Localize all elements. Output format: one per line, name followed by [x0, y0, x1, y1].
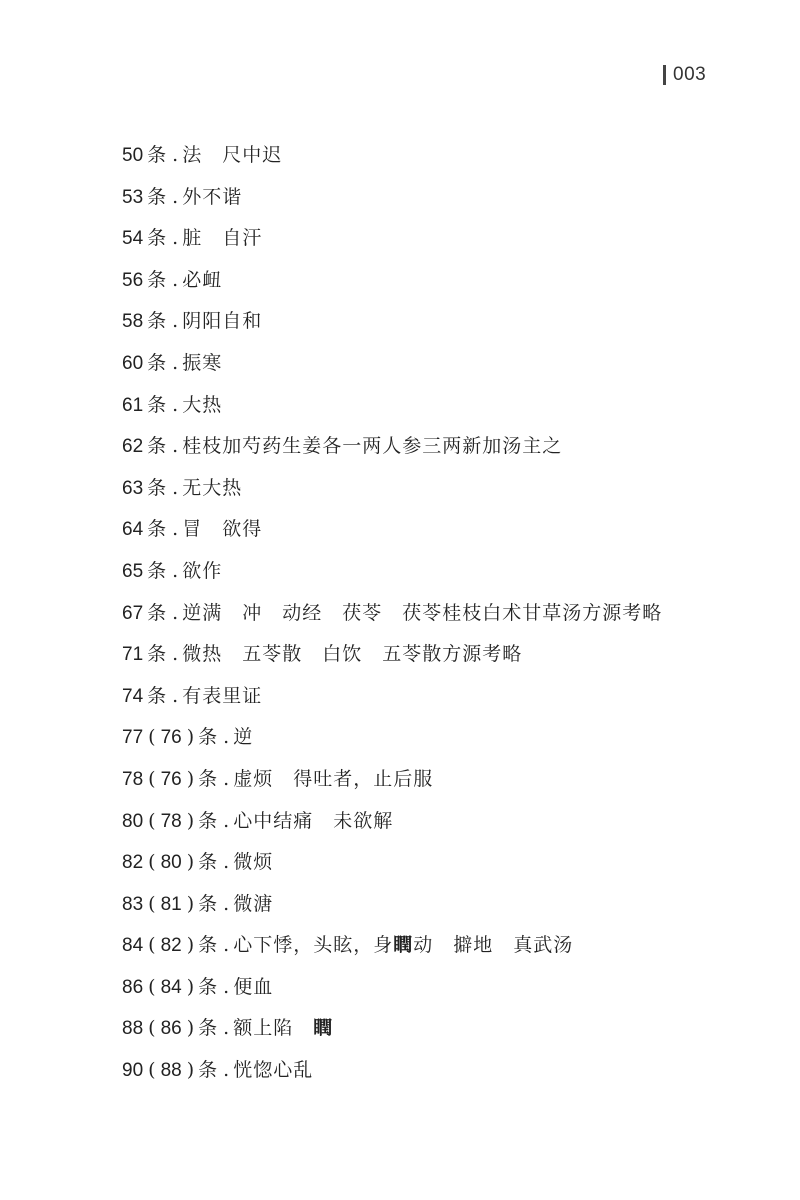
- entry-content: 振寒: [182, 351, 223, 374]
- entry-alt-number: 81: [160, 893, 182, 915]
- entry-number: 74: [122, 685, 144, 707]
- paren-close: ): [186, 1017, 195, 1040]
- tiao-label: 条: [147, 435, 167, 458]
- entry-number: 88: [122, 1018, 144, 1040]
- entry-content-bold: 瞤: [393, 934, 414, 957]
- entry-content: 法 尺中迟: [182, 144, 283, 166]
- list-item: [122, 844, 760, 886]
- entry-content: 心中结痛 未欲解: [233, 809, 394, 832]
- tiao-label: 条: [147, 351, 167, 374]
- list-item: [122, 387, 760, 429]
- list-item: [122, 719, 760, 761]
- entry-alt-number: 84: [160, 976, 182, 998]
- tiao-label: 条: [198, 975, 218, 998]
- list-item: [122, 636, 760, 678]
- list-item: [122, 179, 760, 221]
- paren-close: ): [186, 726, 195, 749]
- paren-open: (: [148, 726, 156, 749]
- tiao-label: 条: [147, 559, 167, 582]
- list-item: [122, 761, 760, 803]
- separator-dot: .: [172, 268, 179, 291]
- separator-dot: .: [172, 684, 179, 707]
- entry-number: 77: [122, 727, 144, 749]
- list-item: [122, 803, 760, 845]
- entry-content-post: 动 擗地 真武汤: [413, 934, 574, 957]
- tiao-label: 条: [147, 144, 167, 166]
- tiao-label: 条: [147, 684, 167, 707]
- entry-content: 脏 自汗: [182, 227, 263, 250]
- entry-alt-number: 80: [160, 852, 182, 874]
- entry-content: 逆: [233, 726, 254, 749]
- page-number: 003: [673, 64, 707, 85]
- entry-number: 64: [122, 519, 144, 541]
- separator-dot: .: [223, 851, 230, 874]
- tiao-label: 条: [147, 518, 167, 541]
- entry-number: 80: [122, 810, 144, 832]
- entry-number: 82: [122, 852, 144, 874]
- tiao-label: 条: [147, 476, 167, 499]
- list-item: [122, 927, 760, 969]
- entry-content: 便血: [233, 975, 274, 998]
- entry-list: [122, 137, 760, 1094]
- entry-content: 大热: [182, 393, 223, 416]
- entry-number: 62: [122, 436, 144, 458]
- tiao-label: 条: [147, 310, 167, 333]
- tiao-label: 条: [147, 185, 167, 208]
- entry-content: 桂枝加芍药生姜各一两人参三两新加汤主之: [182, 435, 563, 458]
- separator-dot: .: [172, 435, 179, 458]
- entry-number: 54: [122, 228, 144, 250]
- entry-content: 微溏: [233, 892, 274, 915]
- entry-content: 外不谐: [182, 185, 243, 208]
- entry-content: 逆满 冲 动经 茯苓 茯苓桂枝白术甘草汤方源考略: [182, 601, 663, 624]
- entry-content: 阴阳自和: [182, 310, 263, 333]
- entry-alt-number: 82: [160, 935, 182, 957]
- entry-number: 50: [122, 145, 144, 166]
- entry-alt-number: 76: [160, 727, 182, 749]
- paren-close: ): [186, 851, 195, 874]
- entry-number: 86: [122, 976, 144, 998]
- list-item: [122, 1010, 760, 1052]
- entry-number: 84: [122, 935, 144, 957]
- entry-number: 56: [122, 269, 144, 291]
- entry-content: 微热 五苓散 白饮 五苓散方源考略: [182, 643, 523, 666]
- paren-close: ): [186, 934, 195, 957]
- list-item: [122, 678, 760, 720]
- list-item: [122, 345, 760, 387]
- header-divider-bar: [663, 65, 666, 85]
- entry-number: 61: [122, 394, 144, 416]
- entry-number: 63: [122, 477, 144, 499]
- separator-dot: .: [223, 1059, 230, 1082]
- paren-close: ): [186, 809, 195, 832]
- tiao-label: 条: [198, 1059, 218, 1082]
- tiao-label: 条: [147, 227, 167, 250]
- list-item: [122, 428, 760, 470]
- separator-dot: .: [223, 767, 230, 790]
- separator-dot: .: [223, 975, 230, 998]
- list-item: [122, 886, 760, 928]
- list-item: [122, 470, 760, 512]
- paren-open: (: [148, 767, 156, 790]
- paren-close: ): [186, 892, 195, 915]
- entry-alt-number: 78: [160, 810, 182, 832]
- tiao-label: 条: [198, 726, 218, 749]
- entry-content-pre: 额上陷: [233, 1017, 314, 1040]
- entry-number: 53: [122, 186, 144, 208]
- separator-dot: .: [172, 144, 179, 166]
- paren-open: (: [148, 892, 156, 915]
- separator-dot: .: [172, 518, 179, 541]
- entry-content: 有表里证: [182, 684, 263, 707]
- tiao-label: 条: [198, 809, 218, 832]
- separator-dot: .: [223, 934, 230, 957]
- paren-close: ): [186, 1059, 195, 1082]
- entry-alt-number: 86: [160, 1018, 182, 1040]
- paren-open: (: [148, 934, 156, 957]
- entry-alt-number: 76: [160, 768, 182, 790]
- separator-dot: .: [172, 310, 179, 333]
- entry-content: 恍惚心乱: [233, 1059, 314, 1082]
- list-item: [122, 303, 760, 345]
- separator-dot: .: [172, 476, 179, 499]
- entry-content: 虚烦 得吐者，止后服: [233, 767, 434, 790]
- tiao-label: 条: [147, 393, 167, 416]
- separator-dot: .: [172, 227, 179, 250]
- entry-number: 58: [122, 311, 144, 333]
- entry-alt-number: 88: [160, 1060, 182, 1082]
- paren-close: ): [186, 975, 195, 998]
- separator-dot: .: [223, 892, 230, 915]
- list-item: [122, 969, 760, 1011]
- entry-content: 必衄: [182, 268, 223, 291]
- paren-open: (: [148, 809, 156, 832]
- entry-content: 无大热: [182, 476, 243, 499]
- tiao-label: 条: [147, 643, 167, 666]
- separator-dot: .: [223, 726, 230, 749]
- entry-number: 60: [122, 352, 144, 374]
- entry-number: 71: [122, 644, 144, 666]
- page-header: [663, 64, 706, 86]
- tiao-label: 条: [147, 268, 167, 291]
- tiao-label: 条: [198, 851, 218, 874]
- separator-dot: .: [172, 393, 179, 416]
- separator-dot: .: [172, 601, 179, 624]
- separator-dot: .: [172, 185, 179, 208]
- entry-content: [233, 934, 573, 956]
- list-item: [122, 220, 760, 262]
- list-item: [122, 511, 760, 553]
- paren-open: (: [148, 1059, 156, 1082]
- separator-dot: .: [172, 351, 179, 374]
- entry-number: 78: [122, 768, 144, 790]
- entry-number: 83: [122, 893, 144, 915]
- paren-open: (: [148, 851, 156, 874]
- entry-content: 欲作: [182, 559, 223, 582]
- separator-dot: .: [223, 1017, 230, 1040]
- tiao-label: 条: [198, 892, 218, 915]
- entry-content-bold: 瞤: [313, 1017, 334, 1040]
- paren-open: (: [148, 1017, 156, 1040]
- separator-dot: .: [172, 643, 179, 666]
- list-item: [122, 553, 760, 595]
- entry-content: 冒 欲得: [182, 518, 263, 541]
- tiao-label: 条: [198, 934, 218, 957]
- separator-dot: .: [223, 809, 230, 832]
- entry-number: 67: [122, 602, 144, 624]
- entry-content: 微烦: [233, 851, 274, 874]
- entry-number: 65: [122, 560, 144, 582]
- list-item: [122, 595, 760, 637]
- entry-content: [233, 1017, 333, 1039]
- entry-content-pre: 心下悸，头眩，身: [233, 934, 394, 957]
- entry-number: 90: [122, 1060, 144, 1082]
- list-item: [122, 137, 760, 179]
- tiao-label: 条: [198, 767, 218, 790]
- tiao-label: 条: [147, 601, 167, 624]
- paren-open: (: [148, 975, 156, 998]
- tiao-label: 条: [198, 1017, 218, 1040]
- separator-dot: .: [172, 559, 179, 582]
- paren-close: ): [186, 767, 195, 790]
- list-item: [122, 262, 760, 304]
- list-item: [122, 1052, 760, 1094]
